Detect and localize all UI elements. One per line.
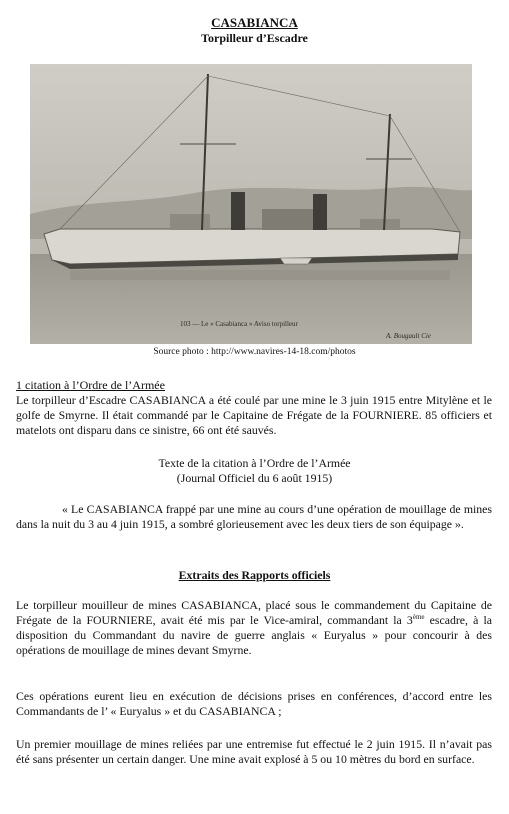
reports-paragraph-1-part-a: Le torpilleur mouilleur de mines CASABIANCA, placé sous le commandement du Capitaine de Frégate de la FOURNIERE, avait été mis par le Vice-amiral, commandant la 3 [16,598,492,627]
citation-text-title: Texte de la citation à l’Ordre de l’Armée [158,456,351,470]
reports-paragraph-1 [16,598,492,658]
photo-printed-caption: 103 — Le « Casabianca » Aviso torpilleur [180,320,298,328]
page-subtitle: Torpilleur d’Escadre [201,31,308,45]
reports-heading: Extraits des Rapports officiels [178,568,331,582]
ship-photo-illustration [30,64,472,344]
citation-quote: « Le CASABIANCA frappé par une mine au cours d’une opération de mouillage de mines dans la nuit du 3 au 4 juin 1915, a sombré glorieusement avec les deux tiers de son équipage ». [16,502,492,531]
photo-source-caption: Source photo : http://www.navires-14-18.com/photos [153,347,356,357]
reports-paragraph-3: Un premier mouillage de mines reliées par une entremise fut effectué le 2 juin 1915. Il n’avait pas été sans présenter un certain danger. Une mine avait explosé à 5 ou 10 mètres du bord en surface. [16,737,492,766]
photo-signature: A. Bougault Cie [386,332,431,340]
ordinal-superscript: ème [412,613,425,622]
citation-journal-reference: (Journal Officiel du 6 août 1915) [176,471,333,485]
reports-paragraph-1-part-b: escadre, à la disposition du Commandant du navire de guerre anglais « Euryalus » pour concourir à des opérations de mouillage de mines devant Smyrne. [16,613,492,657]
citation-heading: 1 citation à l’Ordre de l’Armée [16,378,165,392]
citation-paragraph: Le torpilleur d’Escadre CASABIANCA a été coulé par une mine le 3 juin 1915 entre Mitylène et le golfe de Smyrne. Il était commandé par le Capitaine de Frégate de la FOURNIERE. 85 officiers et matelots ont disparu dans ce sinistre, 66 ont été sauvés. [16,393,492,437]
reports-paragraph-2: Ces opérations eurent lieu en exécution de décisions prises en conférences, d’accord entre les Commandants de l’ « Euryalus » et du CASABIANCA ; [16,689,492,718]
page-title: CASABIANCA [211,15,298,30]
ship-photograph [30,64,472,344]
